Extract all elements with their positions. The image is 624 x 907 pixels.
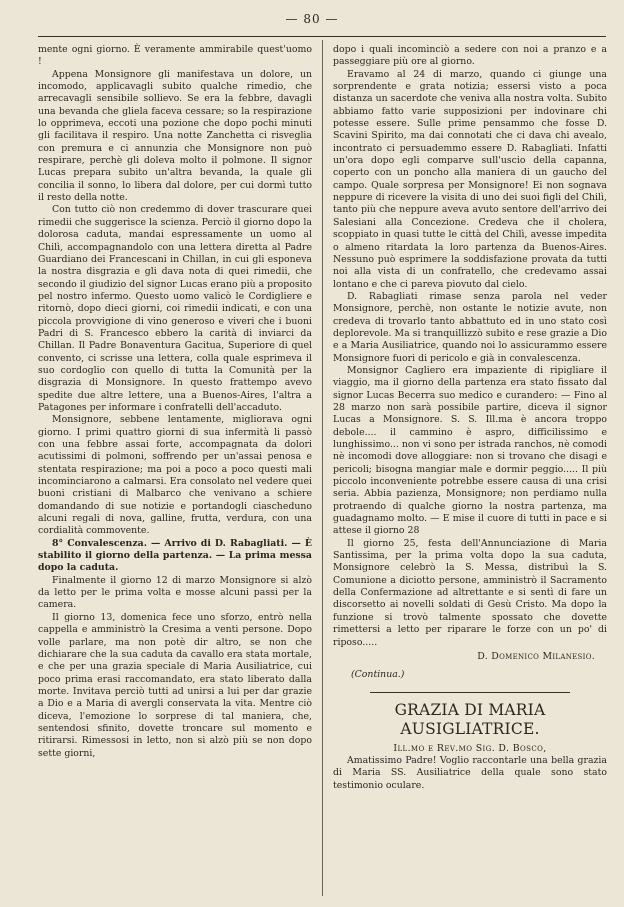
paragraph: Eravamo al 24 di marzo, quando ci giunge una sorprendente e grata notizia; essersi visto a poca distanza un sacerdote che veniva alla nostra volta. Subito abbiamo fatto varie supposizioni per indovinare chi potesse essere. Sulle prime pensammo che fosse D. Scavini Spirito, ma dai connotati che ci dava chi avealo, incontrato ci persuademmo essere D. Rabagliati. Infatti un'ora dopo egli comparve sull'uscio della capanna, coperto con un poncho alla maniera di un gaucho del campo. Quale sorpresa per Monsignore! Ei non sognava neppure di ricevere la visita di uno dei suoi figli del Chilì, tanto più che neppure aveva avuto sentore dell'arrivo dei Salesiani alla Concezione. Credeva che il cholera, scoppiato in quasi tutte le città del Chilì, avesse impedita o almeno ritardata la loro partenza da Buenos-Aires. Nessuno può esprimere la soddisfazione provata da tutti noi alla vista di un confratello, che credevamo assai lontano e che ci pareva piovuto dal cielo.: [333, 68, 607, 290]
grazia-title: GRAZIA DI MARIA AUSIGLIATRICE.: [394, 700, 546, 738]
paragraph: Il giorno 13, domenica fece uno sforzo, entrò nella cappella e amministrò la Cresima a venti persone. Dopo volle parlare, ma non potè dir altro, se non che dichiarare che la sua caduta da cavallo era stata mortale, e che per una grazia speciale di Maria Ausiliatrice, cui poco prima erasi raccomandato, era stato liberato dalla morte. Invitava perciò tutti ad unirsi a lui per dar grazie a Dio e a Maria di avergli conservata la vita. Mentre ciò diceva, l'emozione lo sorprese di tal maniera, che, sentendosi sfinito, dovette troncare sul momento e ritirarsi. Rimessosi in letto, non si alzò più se non dopo sette giorni,: [38, 611, 312, 759]
column-divider: [322, 40, 323, 896]
header-rule: [38, 36, 606, 37]
paragraph: dopo i quali incominciò a sedere con noi a pranzo e a passeggiare più ore al giorno.: [333, 44, 607, 68]
left-column: [38, 44, 312, 896]
right-column: [333, 44, 607, 896]
paragraph: Monsignore, sebbene lentamente, migliorava ogni giorno. I primi quattro giorni di sua infermità li passò con una febbre assai forte, accompagnata da dolori acutissimi di polmoni, soffrendo per un'assai penosa e stentata respirazione; ma poi a poco a poco questi mali incominciarono a calmarsi. Era consolato nel vedere quei buoni cristiani di Malbarco che venivano a schiere domandando di sue notizie e portandogli ciascheduno alcuni regali di nova, galline, frutta, verdura, con una cordialità commovente.: [38, 414, 312, 537]
continua-note: (Continua.): [351, 669, 405, 681]
author-signature: D. Domenico Milanesio.: [477, 650, 595, 662]
section-separator: [370, 692, 570, 693]
paragraph: Finalmente il giorno 12 di marzo Monsignore si alzò da letto per le prima volta e mosse alcuni passi per la camera.: [38, 574, 312, 611]
page-number: — 80 —: [285, 12, 339, 26]
paragraph: Monsignor Cagliero era impaziente di ripigliare il viaggio, ma il giorno della partenza era stato fissato dal signor Lucas Becerra suo medico e curandero: — Fino al 28 marzo non sarà possibile partire, diceva il signor Lucas a Monsignore. S. S. Ill.ma è ancora troppo debole.... il cammino è aspro, difficilissimo e lunghissimo... non vi sono per istrada ranchos, nè comodi nè incomodi dove alloggiare: non si trovano che disagi e pericoli; bisogna mangiar male e dormir peggio..... Il più piccolo inconveniente potrebbe essere causa di una crisi seria. Abbia pazienza, Monsignore; non perdiamo nulla protraendo di qualche giorno la nostra partenza, ma guadagnamo molto. — E mise il cuore di tutti in pace e si attese il giorno 28: [333, 364, 607, 537]
paragraph: Appena Monsignore gli manifestava un dolore, un incomodo, applicavagli subito qualche rimedio, che arrecavagli sensibile sollievo. Se era la febbre, davagli una bevanda che gliela faceva cessare; so la respirazione lo opprimeva, eccoti una pozione che dopo pochi minuti gli facilitava il respiro. Una notte Zanchetta ci risveglia con premura e ci annunzia che Monsignore non può respirare, perchè gli doleva molto il polmone. Il signor Lucas prepara subito un'altra bevanda, la quale gli concilia il sonno, lo libera dal dolore, per cui dormì tutto il resto della notte.: [38, 68, 312, 204]
grazia-text: Amatissimo Padre! Voglio raccontarle una bella grazia di Maria SS. Ausiliatrice della quale sono stato testimonio oculare.: [333, 754, 607, 791]
section-heading: 8° Convalescenza. — Arrivo di D. Rabagliati. — È stabilito il giorno della partenza. — La prima messa dopo la caduta.: [38, 537, 312, 574]
paragraph: D. Rabagliati rimase senza parola nel veder Monsignore, perchè, non ostante le notizie avute, non credeva di trovarlo tanto abbattuto ed in uno stato così deplorevole. Ma si tranquillizzò subito e rese grazie a Dio e a Maria Ausiliatrice, quando noi lo assicurammo essere Monsignore fuori di pericolo e già in convalescenza.: [333, 290, 607, 364]
paragraph: mente ogni giorno. È veramente ammirabile quest'uomo !: [38, 44, 312, 68]
paragraph: Il giorno 25, festa dell'Annunciazione di Maria Santissima, per la prima volta dopo la sua caduta, Monsignore celebrò la S. Messa, distribuì la S. Comunione a diciotto persone, amministrò il Sacramento della Confermazione ad altrettante e si sentì di fare un discorsetto ai novelli soldati di Gesù Cristo. Ma dopo la funzione si trovò talmente spossato che dovette rimettersi a letto per riparare le forze con un po' di riposo.....: [333, 537, 607, 648]
grazia-address: Ill.mo e Rev.mo Sig. D. Bosco,: [393, 742, 547, 754]
paragraph: Con tutto ciò non credemmo di dover trascurare quei rimedii che suggerisce la scienza. Perciò il giorno dopo la dolorosa caduta, mandai espressamente un uomo al Chilì, accompagnandolo con una lettera diretta al Padre Guardiano dei Francescani in Chillan, in cui gli esponeva la nostra disgrazia e gli dava nota di quei rimedii, che secondo il giudizio del signor Lucas erano più a proposito pel nostro infermo. Questo uomo valicò le Cordigliere e ritornò, dopo dieci giorni, coi rimedii indicati, e con una piccola provvigione di vino generoso e viveri che i buoni Padri di S. Francesco ebbero la carità di inviarci da Chillan. Il Padre Bonaventura Gacitua, Superiore di quel convento, ci scrisse una lettera, colla quale esprimeva il suo cordoglio con quello di tutta la Comunità per la disgrazia di Monsignore. In questo frattempo avevo spedite due altre lettere, una a Buenos-Aires, l'altra a Patagones per informare i confratelli dell'accaduto.: [38, 204, 312, 413]
